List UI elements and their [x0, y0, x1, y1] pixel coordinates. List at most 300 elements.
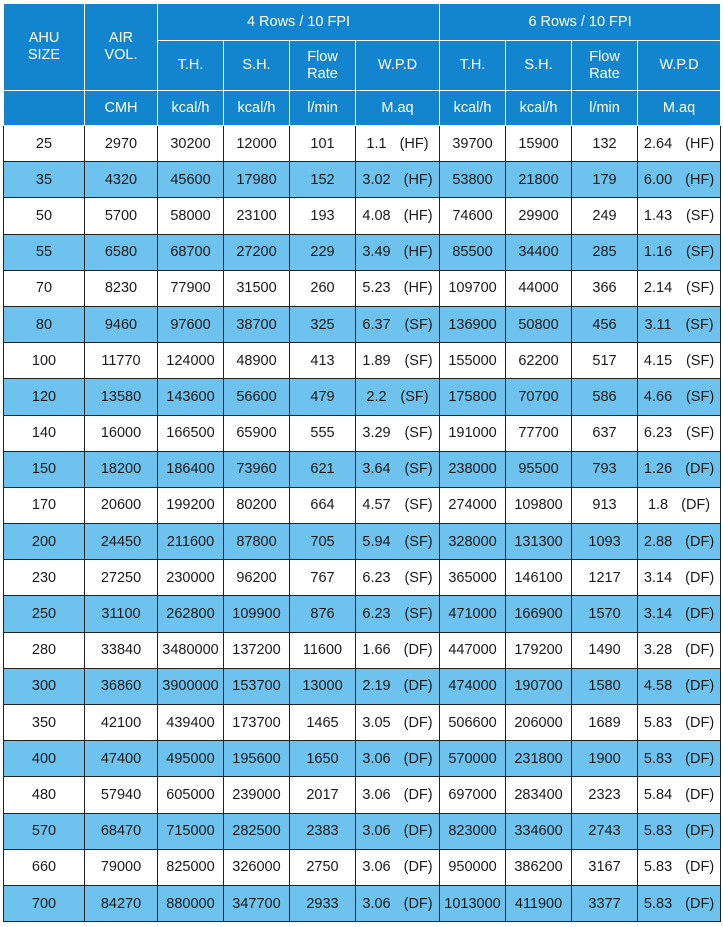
flow4-cell: 13000: [290, 668, 356, 704]
flow6-cell: 517: [572, 343, 638, 379]
table-row: [4, 415, 721, 451]
table-row: [4, 270, 721, 306]
th6-cell: 365000: [440, 560, 506, 596]
flow-circuit-code: (DF): [685, 678, 715, 695]
air-volume-cell: 33840: [85, 632, 158, 668]
th6-cell: 109700: [440, 270, 506, 306]
wpd-value: 5.83: [643, 750, 673, 767]
flow4-cell: 1465: [290, 705, 356, 741]
flow4-unit: l/min: [290, 91, 356, 126]
th6-cell: 697000: [440, 777, 506, 813]
sh6-cell: 206000: [506, 705, 572, 741]
sh4-cell: 109900: [224, 596, 290, 632]
flow4-header-line2: Rate: [307, 65, 338, 82]
flow-circuit-code: (DF): [685, 606, 715, 623]
wpd6-cell: [638, 306, 721, 342]
sh6-cell: 411900: [506, 885, 572, 921]
table-row: [4, 596, 721, 632]
wpd6-cell: [638, 126, 721, 162]
group-6rows-header: 6 Rows / 10 FPI: [440, 4, 721, 41]
air-volume-cell: 24450: [85, 524, 158, 560]
sh6-cell: 190700: [506, 668, 572, 704]
flow6-cell: 793: [572, 451, 638, 487]
flow6-cell: 132: [572, 126, 638, 162]
ahu-size-cell: 80: [4, 306, 85, 342]
flow6-cell: 249: [572, 198, 638, 234]
wpd-value: 2.14: [643, 280, 673, 297]
th4-cell: 124000: [158, 343, 224, 379]
sh6-unit: kcal/h: [506, 91, 572, 126]
sh6-cell: 34400: [506, 234, 572, 270]
table-row: [4, 306, 721, 342]
flow4-cell: 1650: [290, 741, 356, 777]
wpd-value: 2.88: [643, 533, 673, 550]
th6-cell: 471000: [440, 596, 506, 632]
table-row: [4, 126, 721, 162]
flow6-cell: 366: [572, 270, 638, 306]
wpd-value: 5.83: [643, 714, 673, 731]
wpd6-unit: M.aq: [638, 91, 721, 126]
flow-circuit-code: (SF): [685, 244, 715, 261]
table-row: [4, 198, 721, 234]
wpd-value: 6.37: [362, 316, 391, 333]
flow4-cell: 152: [290, 162, 356, 198]
flow-circuit-code: (DF): [403, 714, 433, 731]
sh6-cell: 334600: [506, 813, 572, 849]
ahu-size-cell: 100: [4, 343, 85, 379]
air-volume-cell: 9460: [85, 306, 158, 342]
sh6-cell: 386200: [506, 849, 572, 885]
table-row: [4, 560, 721, 596]
wpd4-cell: [356, 270, 440, 306]
sh4-cell: 195600: [224, 741, 290, 777]
th4-cell: 3480000: [158, 632, 224, 668]
flow4-header: [290, 41, 356, 91]
flow6-cell: 456: [572, 306, 638, 342]
th6-cell: 328000: [440, 524, 506, 560]
sh4-cell: 239000: [224, 777, 290, 813]
air-volume-cell: 5700: [85, 198, 158, 234]
wpd4-cell: [356, 234, 440, 270]
flow-circuit-code: (DF): [403, 859, 433, 876]
wpd6-cell: [638, 668, 721, 704]
air-volume-cell: 79000: [85, 849, 158, 885]
flow4-cell: 2017: [290, 777, 356, 813]
group-4rows-header: 4 Rows / 10 FPI: [158, 4, 440, 41]
th6-cell: 39700: [440, 126, 506, 162]
flow-circuit-code: (DF): [403, 750, 433, 767]
wpd4-cell: [356, 379, 440, 415]
th4-cell: 211600: [158, 524, 224, 560]
sh6-cell: 29900: [506, 198, 572, 234]
flow6-cell: 1570: [572, 596, 638, 632]
wpd6-cell: [638, 741, 721, 777]
flow4-cell: 664: [290, 487, 356, 523]
wpd-value: 3.06: [362, 859, 391, 876]
flow6-cell: 637: [572, 415, 638, 451]
sh4-cell: 137200: [224, 632, 290, 668]
table-row: [4, 234, 721, 270]
th6-cell: 191000: [440, 415, 506, 451]
wpd-value: 1.66: [362, 642, 391, 659]
sh6-cell: 231800: [506, 741, 572, 777]
sh4-cell: 23100: [224, 198, 290, 234]
wpd4-cell: [356, 705, 440, 741]
ahu-size-cell: 50: [4, 198, 85, 234]
table-row: [4, 849, 721, 885]
flow4-cell: 479: [290, 379, 356, 415]
table-row: [4, 777, 721, 813]
sh4-cell: 326000: [224, 849, 290, 885]
flow4-cell: 876: [290, 596, 356, 632]
sh4-cell: 347700: [224, 885, 290, 921]
ahu-size-cell: 200: [4, 524, 85, 560]
flow-circuit-code: (SF): [685, 388, 715, 405]
flow-circuit-code: (HF): [399, 135, 429, 152]
table-row: [4, 885, 721, 921]
th6-cell: 274000: [440, 487, 506, 523]
flow-circuit-code: (HF): [403, 207, 433, 224]
flow6-cell: 285: [572, 234, 638, 270]
wpd4-cell: [356, 849, 440, 885]
th4-header: T.H.: [158, 41, 224, 91]
air-volume-header: [85, 4, 158, 91]
wpd4-cell: [356, 451, 440, 487]
wpd6-cell: [638, 270, 721, 306]
flow4-cell: 767: [290, 560, 356, 596]
air-header-line1: AIR: [108, 30, 134, 46]
ahu-header-line1: AHU: [28, 30, 60, 46]
flow6-cell: 913: [572, 487, 638, 523]
wpd-value: 5.94: [362, 533, 391, 550]
wpd6-cell: [638, 451, 721, 487]
wpd6-cell: [638, 379, 721, 415]
wpd4-cell: [356, 162, 440, 198]
wpd6-header: W.P.D: [638, 41, 721, 91]
wpd-value: 5.84: [643, 786, 673, 803]
wpd-value: 3.06: [362, 823, 391, 840]
wpd-value: 4.08: [362, 207, 391, 224]
wpd4-cell: [356, 632, 440, 668]
sh4-cell: 96200: [224, 560, 290, 596]
sh6-cell: 131300: [506, 524, 572, 560]
ahu-size-cell: 25: [4, 126, 85, 162]
flow6-cell: 1900: [572, 741, 638, 777]
th6-cell: 85500: [440, 234, 506, 270]
sh4-cell: 38700: [224, 306, 290, 342]
flow-circuit-code: (HF): [685, 135, 715, 152]
sh6-cell: 146100: [506, 560, 572, 596]
flow-circuit-code: (DF): [685, 859, 715, 876]
flow-circuit-code: (SF): [404, 461, 433, 478]
wpd-value: 2.19: [362, 678, 391, 695]
flow4-cell: 325: [290, 306, 356, 342]
flow-circuit-code: (SF): [685, 316, 714, 333]
wpd-value: 6.23: [643, 425, 673, 442]
wpd-value: 3.14: [643, 606, 673, 623]
th6-cell: 53800: [440, 162, 506, 198]
sh6-cell: 95500: [506, 451, 572, 487]
wpd6-cell: [638, 343, 721, 379]
table-row: [4, 162, 721, 198]
wpd-value: 1.89: [362, 352, 391, 369]
th6-cell: 506600: [440, 705, 506, 741]
th4-cell: 143600: [158, 379, 224, 415]
flow-circuit-code: (DF): [681, 497, 711, 514]
flow6-cell: 179: [572, 162, 638, 198]
th4-cell: 30200: [158, 126, 224, 162]
th4-cell: 186400: [158, 451, 224, 487]
sh6-cell: 44000: [506, 270, 572, 306]
flow4-cell: 101: [290, 126, 356, 162]
flow4-cell: 11600: [290, 632, 356, 668]
wpd4-cell: [356, 524, 440, 560]
air-volume-cell: 16000: [85, 415, 158, 451]
table-row: [4, 524, 721, 560]
wpd4-cell: [356, 596, 440, 632]
wpd-value: 1.1: [366, 135, 387, 152]
flow-circuit-code: (HF): [403, 244, 433, 261]
wpd6-cell: [638, 560, 721, 596]
ahu-size-cell: 300: [4, 668, 85, 704]
air-volume-cell: 27250: [85, 560, 158, 596]
sh6-cell: 50800: [506, 306, 572, 342]
flow-circuit-code: (SF): [685, 280, 715, 297]
th4-cell: 495000: [158, 741, 224, 777]
ahu-size-cell: 150: [4, 451, 85, 487]
ahu-size-cell: 170: [4, 487, 85, 523]
air-volume-cell: 36860: [85, 668, 158, 704]
flow-circuit-code: (SF): [404, 569, 433, 586]
wpd6-cell: [638, 885, 721, 921]
table-row: [4, 668, 721, 704]
air-volume-cell: 68470: [85, 813, 158, 849]
wpd-value: 3.02: [362, 171, 391, 188]
th4-unit: kcal/h: [158, 91, 224, 126]
wpd4-cell: [356, 343, 440, 379]
wpd-value: 5.83: [643, 823, 673, 840]
wpd4-cell: [356, 126, 440, 162]
flow4-cell: 2750: [290, 849, 356, 885]
wpd-value: 2.2: [366, 388, 387, 405]
th6-unit: kcal/h: [440, 91, 506, 126]
table-header: [4, 4, 721, 126]
wpd6-cell: [638, 162, 721, 198]
flow6-cell: 1580: [572, 668, 638, 704]
th4-cell: 880000: [158, 885, 224, 921]
th6-cell: 823000: [440, 813, 506, 849]
table-body: [4, 126, 721, 922]
sh6-cell: 179200: [506, 632, 572, 668]
th4-cell: 45600: [158, 162, 224, 198]
flow6-cell: 1689: [572, 705, 638, 741]
table-row: [4, 741, 721, 777]
table-row: [4, 487, 721, 523]
air-volume-cell: 18200: [85, 451, 158, 487]
wpd-value: 1.16: [643, 244, 673, 261]
wpd-value: 3.28: [643, 642, 673, 659]
flow6-cell: 2323: [572, 777, 638, 813]
flow-circuit-code: (DF): [403, 895, 433, 912]
air-volume-cell: 4320: [85, 162, 158, 198]
ahu-size-cell: 140: [4, 415, 85, 451]
wpd-value: 5.83: [643, 859, 673, 876]
flow-circuit-code: (SF): [404, 425, 433, 442]
ahu-size-cell: 70: [4, 270, 85, 306]
wpd4-header: W.P.D: [356, 41, 440, 91]
ahu-size-cell: 55: [4, 234, 85, 270]
wpd-value: 4.58: [643, 678, 673, 695]
flow6-header: [572, 41, 638, 91]
th6-header: T.H.: [440, 41, 506, 91]
table-row: [4, 379, 721, 415]
wpd4-cell: [356, 487, 440, 523]
sh4-header: S.H.: [224, 41, 290, 91]
flow-circuit-code: (SF): [400, 388, 429, 405]
flow-circuit-code: (HF): [403, 280, 433, 297]
flow-circuit-code: (SF): [685, 352, 715, 369]
sh4-cell: 173700: [224, 705, 290, 741]
sh4-cell: 56600: [224, 379, 290, 415]
sh6-cell: 283400: [506, 777, 572, 813]
wpd-value: 2.64: [643, 135, 673, 152]
th4-cell: 77900: [158, 270, 224, 306]
sh4-cell: 80200: [224, 487, 290, 523]
flow-circuit-code: (DF): [403, 823, 433, 840]
th4-cell: 97600: [158, 306, 224, 342]
wpd6-cell: [638, 596, 721, 632]
flow6-cell: 2743: [572, 813, 638, 849]
air-volume-cell: 57940: [85, 777, 158, 813]
th6-cell: 238000: [440, 451, 506, 487]
wpd4-cell: [356, 306, 440, 342]
th6-cell: 570000: [440, 741, 506, 777]
wpd6-cell: [638, 487, 721, 523]
th4-cell: 3900000: [158, 668, 224, 704]
wpd-value: 4.57: [362, 497, 391, 514]
flow-circuit-code: (DF): [403, 642, 433, 659]
th4-cell: 439400: [158, 705, 224, 741]
ahu-size-cell: 230: [4, 560, 85, 596]
th6-cell: 155000: [440, 343, 506, 379]
sh6-header: S.H.: [506, 41, 572, 91]
flow-circuit-code: (DF): [685, 533, 715, 550]
flow-circuit-code: (DF): [685, 569, 715, 586]
air-volume-cell: 42100: [85, 705, 158, 741]
wpd-value: 5.23: [362, 280, 391, 297]
ahu-size-cell: 700: [4, 885, 85, 921]
wpd6-cell: [638, 849, 721, 885]
sh4-cell: 27200: [224, 234, 290, 270]
flow-circuit-code: (DF): [685, 750, 715, 767]
wpd-value: 1.43: [643, 207, 673, 224]
flow4-cell: 229: [290, 234, 356, 270]
table-row: [4, 632, 721, 668]
air-volume-cell: 84270: [85, 885, 158, 921]
sh6-cell: 109800: [506, 487, 572, 523]
flow6-cell: 1093: [572, 524, 638, 560]
wpd6-cell: [638, 777, 721, 813]
sh6-cell: 15900: [506, 126, 572, 162]
wpd4-cell: [356, 813, 440, 849]
wpd-value: 3.11: [644, 316, 672, 333]
sh4-cell: 31500: [224, 270, 290, 306]
th6-cell: 447000: [440, 632, 506, 668]
ahu-size-header: [4, 4, 85, 91]
wpd4-cell: [356, 741, 440, 777]
flow-circuit-code: (DF): [685, 642, 715, 659]
wpd6-cell: [638, 415, 721, 451]
wpd-value: 4.66: [643, 388, 673, 405]
wpd4-cell: [356, 560, 440, 596]
table-row: [4, 451, 721, 487]
flow4-cell: 260: [290, 270, 356, 306]
flow-circuit-code: (DF): [403, 786, 433, 803]
table-row: [4, 705, 721, 741]
flow-circuit-code: (DF): [685, 895, 715, 912]
flow4-header-line1: Flow: [307, 48, 338, 65]
wpd4-cell: [356, 415, 440, 451]
ahu-size-cell: 35: [4, 162, 85, 198]
flow-circuit-code: (SF): [404, 533, 433, 550]
air-volume-cell: 13580: [85, 379, 158, 415]
air-volume-cell: 47400: [85, 741, 158, 777]
wpd-value: 6.23: [362, 606, 391, 623]
flow4-cell: 193: [290, 198, 356, 234]
th6-cell: 136900: [440, 306, 506, 342]
th6-cell: 474000: [440, 668, 506, 704]
th4-cell: 605000: [158, 777, 224, 813]
flow-circuit-code: (SF): [404, 497, 433, 514]
flow-circuit-code: (HF): [685, 171, 715, 188]
flow-circuit-code: (SF): [404, 352, 433, 369]
air-volume-cell: 2970: [85, 126, 158, 162]
wpd4-cell: [356, 885, 440, 921]
flow-circuit-code: (SF): [685, 207, 715, 224]
wpd4-cell: [356, 777, 440, 813]
flow-circuit-code: (DF): [403, 678, 433, 695]
flow4-cell: 705: [290, 524, 356, 560]
wpd-value: 3.06: [362, 786, 391, 803]
wpd-value: 1.26: [643, 461, 673, 478]
wpd6-cell: [638, 524, 721, 560]
flow-circuit-code: (SF): [685, 425, 715, 442]
wpd4-unit: M.aq: [356, 91, 440, 126]
sh6-cell: 62200: [506, 343, 572, 379]
wpd-value: 4.15: [643, 352, 673, 369]
th6-cell: 950000: [440, 849, 506, 885]
wpd6-cell: [638, 198, 721, 234]
flow-circuit-code: (SF): [404, 606, 433, 623]
ahu-size-cell: 480: [4, 777, 85, 813]
sh4-cell: 48900: [224, 343, 290, 379]
sh4-cell: 73960: [224, 451, 290, 487]
th4-cell: 68700: [158, 234, 224, 270]
th4-cell: 199200: [158, 487, 224, 523]
wpd-value: 1.8: [647, 497, 669, 514]
flow4-cell: 555: [290, 415, 356, 451]
table-row: [4, 813, 721, 849]
sh4-cell: 17980: [224, 162, 290, 198]
flow-circuit-code: (DF): [685, 461, 715, 478]
air-header-line2: VOL.: [104, 47, 138, 63]
flow6-cell: 586: [572, 379, 638, 415]
th6-cell: 74600: [440, 198, 506, 234]
flow6-cell: 3377: [572, 885, 638, 921]
air-volume-cell: 31100: [85, 596, 158, 632]
th6-cell: 1013000: [440, 885, 506, 921]
wpd-value: 3.14: [643, 569, 673, 586]
